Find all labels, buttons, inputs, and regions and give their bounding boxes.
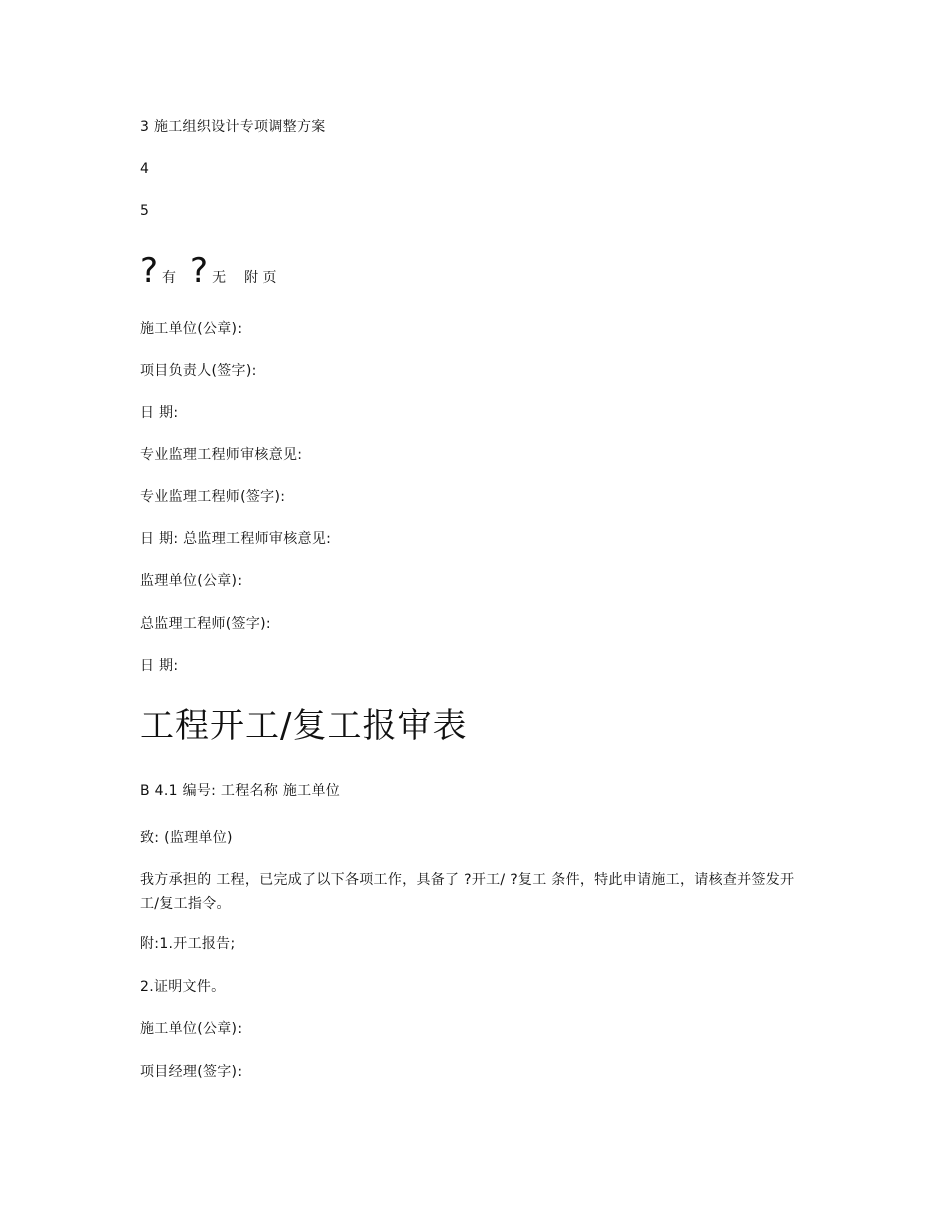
date-label: 日 期: (140, 658, 179, 674)
label-attached-pages: 附 页 (244, 270, 277, 286)
form-title: 工程开工/复工报审表 (140, 706, 468, 746)
label-has: 有 (162, 270, 177, 286)
contractor-seal-label: 施工单位(公章): (140, 321, 243, 337)
project-leader-sign-label: 项目负责人(签字): (140, 363, 257, 379)
date-chief-review-label: 日 期: 总监理工程师审核意见: (140, 531, 332, 547)
list-item-4: 4 (140, 161, 150, 177)
label-none: 无 (212, 270, 227, 286)
checkbox-none-placeholder: ? (190, 251, 209, 291)
list-item-5: 5 (140, 203, 150, 219)
chief-sign-label: 总监理工程师(签字): (140, 616, 271, 632)
checkbox-has-placeholder: ? (140, 251, 159, 291)
list-item-3: 3 施工组织设计专项调整方案 (140, 119, 326, 135)
attachment-2: 2.证明文件。 (140, 979, 226, 995)
attachment-check-row (140, 251, 277, 294)
application-body: 我方承担的 工程，已完成了以下各项工作，具备了 ?开工/ ?复工 条件，特此申请施工，请核查并签发开工/复工指令。 (140, 872, 795, 912)
form-header-line: B 4.1 编号: 工程名称 施工单位 (140, 783, 341, 799)
supervisor-seal-label: 监理单位(公章): (140, 573, 243, 589)
project-manager-sign-label: 项目经理(签字): (140, 1064, 243, 1080)
specialist-sign-label: 专业监理工程师(签字): (140, 489, 286, 505)
contractor-seal-label: 施工单位(公章): (140, 1021, 243, 1037)
specialist-review-label: 专业监理工程师审核意见: (140, 447, 303, 463)
attachment-1: 附:1.开工报告; (140, 936, 236, 952)
addressee-line: 致: (监理单位) (140, 830, 233, 846)
date-label: 日 期: (140, 405, 179, 421)
